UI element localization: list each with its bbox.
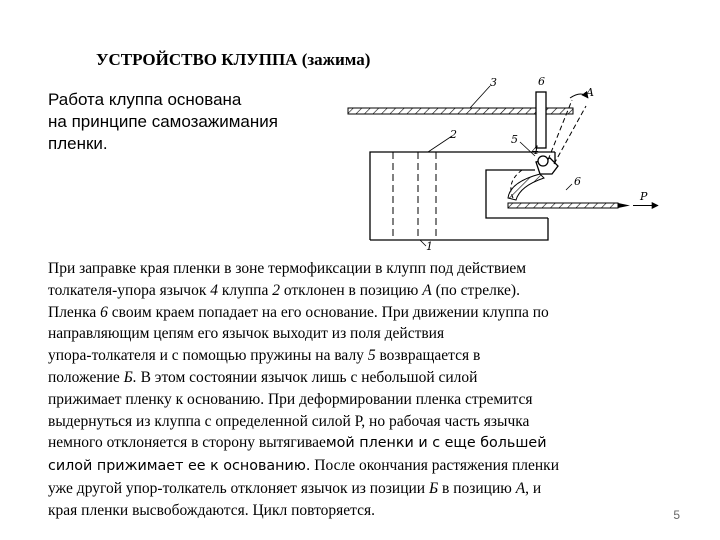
body-line: положение Б. В этом состоянии язычок лишь с небольшой силой bbox=[48, 368, 478, 386]
intro-line: Работа клуппа основана bbox=[48, 90, 242, 109]
body-line: силой прижимает ее к основанию. После окончания растяжения пленки bbox=[48, 457, 560, 475]
label-2: 2 bbox=[450, 128, 457, 141]
body-line: Пленка 6 своим краем попадает на его основание. При движении клуппа по bbox=[48, 303, 549, 321]
body-line: края пленки высвобождаются. Цикл повторяется. bbox=[48, 501, 375, 519]
body-line: немного отклоняется в сторону вытягиваемой пленки и с еще большей bbox=[48, 434, 547, 452]
slide-title: УСТРОЙСТВО КЛУППА (зажима) bbox=[96, 50, 371, 69]
label-A: A bbox=[586, 86, 594, 99]
body-line: прижимает пленку к основанию. При деформировании пленка стремится bbox=[48, 390, 533, 408]
clamp-diagram bbox=[340, 70, 670, 255]
intro-text bbox=[48, 89, 328, 155]
pusher-stop bbox=[536, 92, 546, 148]
body-line: толкателя-упора язычок 4 клуппа 2 отклонен в позицию А (по стрелке). bbox=[48, 281, 520, 299]
label-P: P bbox=[640, 190, 648, 203]
label-3: 3 bbox=[490, 76, 497, 89]
body-text bbox=[48, 258, 668, 522]
label-4: 4 bbox=[532, 144, 539, 157]
spring-shaft bbox=[538, 156, 548, 166]
clamp-body bbox=[370, 152, 555, 240]
label-5: 5 bbox=[511, 133, 518, 146]
page-number: 5 bbox=[673, 508, 680, 522]
body-line: направляющим цепям его язычок выходит из поля действия bbox=[48, 325, 445, 343]
body-line: уже другой упор-толкатель отклоняет язычок из позиции Б в позицию А, и bbox=[48, 479, 542, 497]
film-strip bbox=[508, 203, 618, 208]
label-6-bottom: 6 bbox=[574, 175, 581, 188]
body-line: При заправке края пленки в зоне термофиксации в клупп под действием bbox=[48, 260, 527, 277]
label-6-top: 6 bbox=[538, 75, 545, 88]
body-line: упора-толкателя и с помощью пружины на валу 5 возвращается в bbox=[48, 347, 481, 365]
label-1: 1 bbox=[426, 240, 433, 253]
intro-line: пленки. bbox=[48, 134, 108, 153]
intro-line: на принципе самозажимания bbox=[48, 112, 278, 131]
body-line: выдернуться из клуппа с определенной силой Р, но рабочая часть язычка bbox=[48, 412, 530, 430]
